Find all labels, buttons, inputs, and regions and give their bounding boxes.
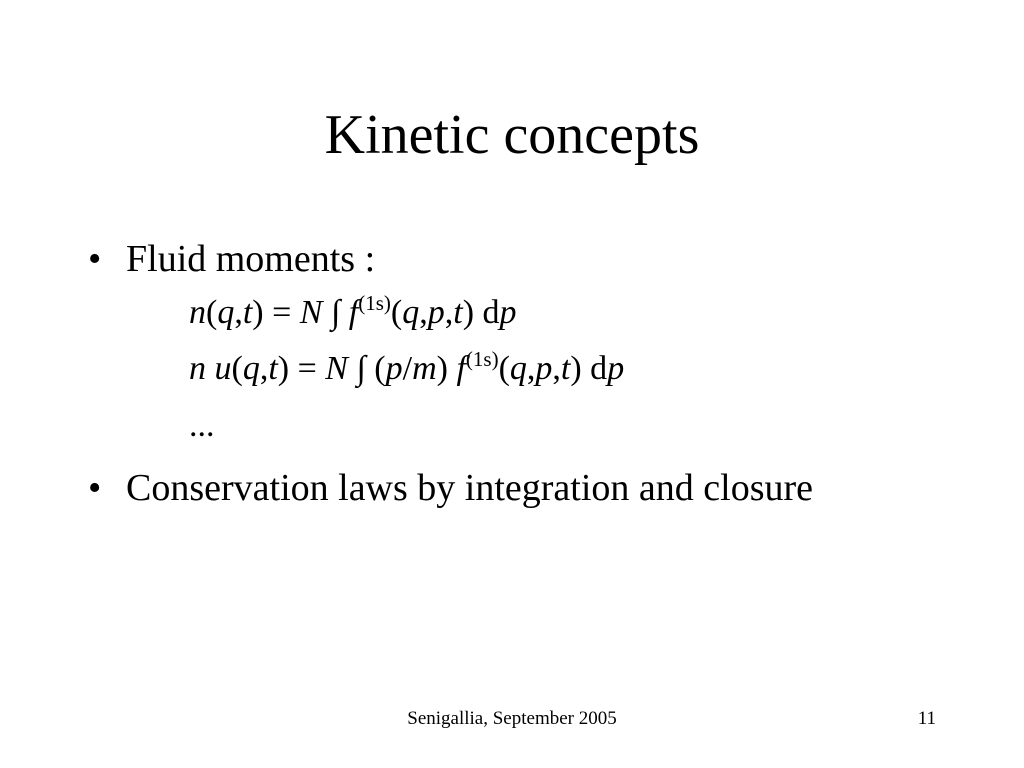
formula-momentum: n u(q,t) = N ∫ (p/m) $f^{(1s)}(q,p,t)$ dp — [189, 347, 625, 387]
formula-density: n(q,t) = N ∫ $f^{(1s)}(q,p,t)$ dp — [189, 291, 517, 331]
bullet-text: Fluid moments : — [126, 238, 376, 280]
footer-location-date: Senigallia, September 2005 — [407, 708, 617, 729]
bullet-marker: • — [88, 467, 102, 509]
slide-title: Kinetic concepts — [324, 104, 700, 166]
page-number: 11 — [917, 708, 936, 729]
formula-ellipsis: ... — [189, 407, 215, 444]
bullet-marker: • — [88, 238, 102, 280]
bullet-text: Conservation laws by integration and closure — [126, 467, 814, 509]
